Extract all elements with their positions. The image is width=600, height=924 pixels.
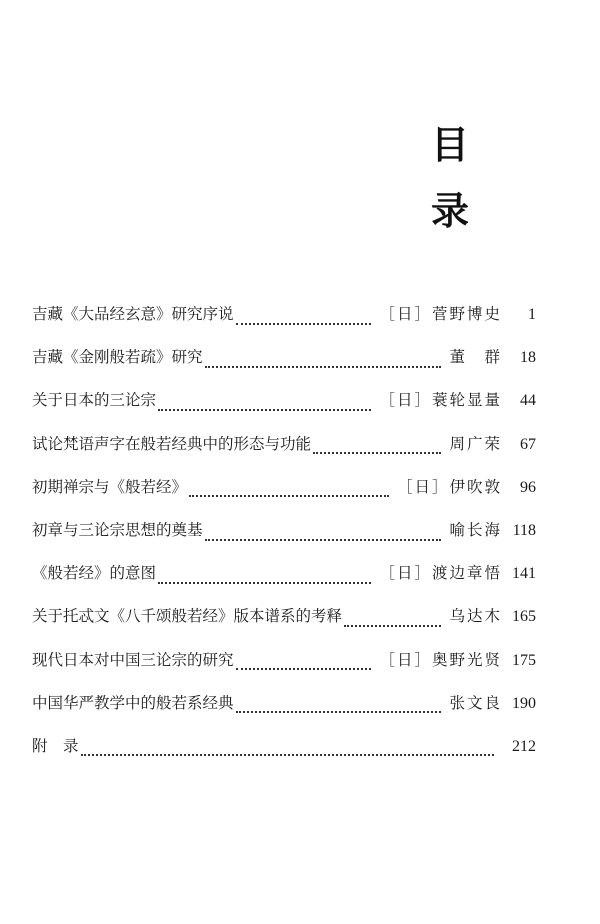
leader-dots: [189, 495, 389, 497]
leader-dots: [205, 539, 442, 541]
toc-entry-page: 165: [512, 608, 536, 626]
toc-entry-title: 现代日本对中国三论宗的研究: [32, 650, 234, 669]
toc-entry-page: 67: [520, 435, 536, 453]
toc-entry-title: 关于托忒文《八千颂般若经》版本谱系的考释: [32, 607, 343, 626]
leader-dots: [236, 323, 372, 325]
toc-entry-author: 乌达木: [449, 607, 502, 626]
leader-dots: [158, 409, 371, 411]
toc-entry-title: 吉藏《金刚般若疏》研究: [32, 348, 203, 367]
leader-dots: [344, 625, 441, 627]
toc-entry-author: ［日］伊吹敦: [396, 477, 502, 496]
toc-entry-appendix: [32, 734, 536, 777]
toc-entry-author: 喻长海: [449, 520, 502, 539]
toc-entry: [32, 432, 536, 475]
toc-entry-title: 关于日本的三论宗: [32, 391, 157, 410]
toc-entry: [32, 561, 536, 604]
toc-entry: [32, 302, 536, 345]
toc-entry-page: 118: [512, 521, 536, 539]
toc-entry: [32, 345, 536, 388]
toc-entry-title: 吉藏《大品经玄意》研究序说: [32, 305, 234, 323]
toc-entry-title: 试论梵语声字在般若经典中的形态与功能: [32, 434, 312, 453]
toc-entry-author: ［日］蓑轮显量: [379, 391, 502, 410]
toc-entry-page: 141: [512, 565, 536, 583]
toc-entry-author: ［日］渡边章悟: [379, 564, 502, 583]
toc-entry-page: 175: [512, 651, 536, 669]
toc-entry-author: ［日］奥野光贤: [379, 650, 502, 669]
toc-entry-author: 周广荣: [449, 434, 502, 453]
leader-dots: [236, 711, 442, 713]
toc-entry: [32, 475, 536, 518]
toc-entry-page: 1: [528, 306, 536, 323]
toc-entry-title: 《般若经》的意图: [32, 564, 157, 583]
leader-dots: [205, 366, 442, 368]
leader-dots: [236, 668, 372, 670]
toc-entry-page: 18: [520, 349, 536, 367]
toc-entry-page: 190: [512, 694, 536, 712]
toc-entry-page: 96: [520, 478, 536, 496]
toc-entry-title: 初期禅宗与《般若经》: [32, 477, 188, 496]
toc-entry: [32, 604, 536, 647]
toc-entry-author: ［日］菅野博史: [379, 305, 502, 323]
leader-dots: [81, 754, 494, 756]
toc-entry: [32, 648, 536, 691]
toc-entry-title: 中国华严教学中的般若系经典: [32, 693, 234, 712]
leader-dots: [313, 452, 441, 454]
toc-entry: [32, 518, 536, 561]
toc-entry-title: 初章与三论宗思想的奠基: [32, 520, 203, 539]
toc-entry-title: 附 录: [32, 736, 79, 755]
page-title-char-2: 录: [430, 189, 469, 233]
table-of-contents: [32, 302, 536, 777]
toc-entry: [32, 388, 536, 431]
toc-entry: [32, 691, 536, 734]
toc-entry-page: 44: [520, 392, 536, 410]
leader-dots: [158, 582, 371, 584]
page-title-char-1: 目: [430, 123, 469, 167]
toc-entry-author: 张文良: [449, 693, 502, 712]
toc-entry-author: 董 群: [449, 348, 502, 367]
toc-entry-page: 212: [512, 737, 536, 755]
